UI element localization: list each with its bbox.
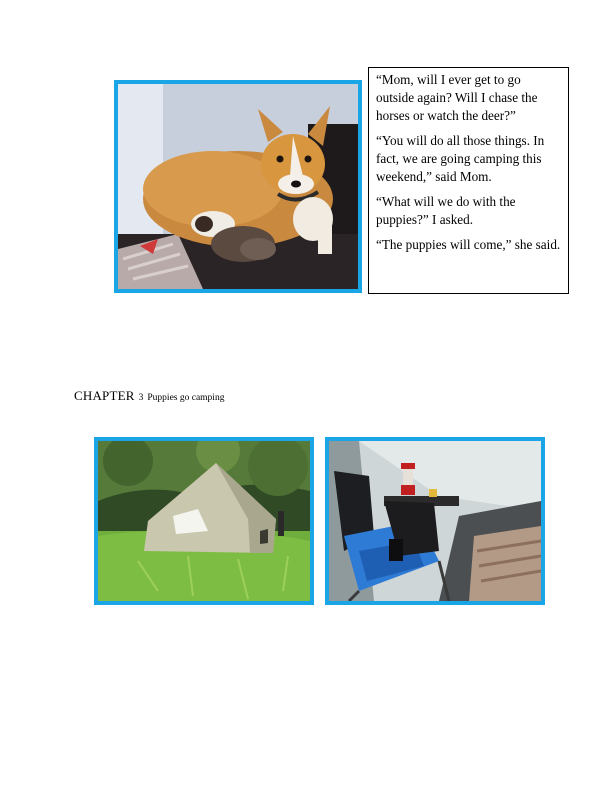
corgi-illustration (118, 84, 358, 289)
corgi-with-puppies-photo (114, 80, 362, 293)
story-paragraph: “What will we do with the puppies?” I asked. (376, 194, 516, 227)
chapter-label: CHAPTER (74, 388, 135, 403)
story-paragraph: “You will do all those things. In fact, we are going camping this weekend,” said Mom. (376, 133, 545, 184)
tent-in-meadow-photo (94, 437, 314, 605)
story-paragraph: “Mom, will I ever get to go outside again? Will I chase the horses or watch the deer?” (376, 72, 538, 123)
chapter-heading (74, 387, 224, 405)
chapter-number: 3 (138, 393, 144, 403)
story-text-box (368, 67, 569, 294)
tent-interior-illustration (329, 441, 541, 601)
story-paragraph: “The puppies will come,” she said. (376, 237, 561, 252)
chapter-title: Puppies go camping (147, 393, 225, 403)
tent-interior-photo (325, 437, 545, 605)
tent-illustration (98, 441, 310, 601)
